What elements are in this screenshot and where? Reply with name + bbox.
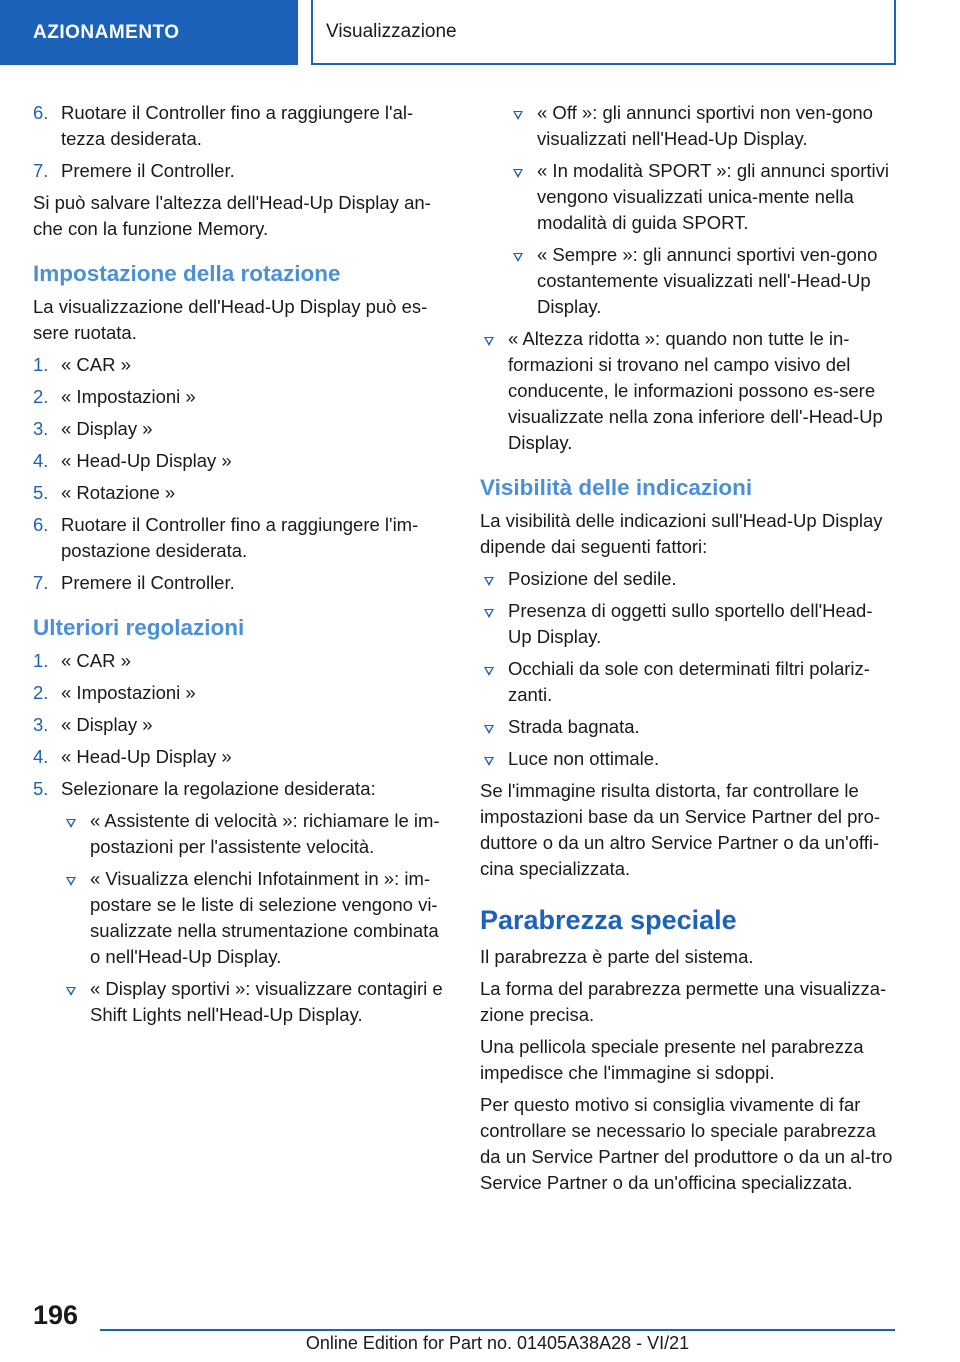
footer-edition: Online Edition for Part no. 01405A38A28 - VI/21 (305, 1333, 690, 1353)
step-number: 6. (33, 102, 49, 123)
step-text: « Head-Up Display » (61, 746, 232, 767)
windshield-paragraph: Una pellicola speciale presente nel parabrezza impedisce che l'immagine si sdoppi. (480, 1036, 864, 1083)
step-text: Ruotare il Controller fino a raggiungere l'al-tezza desiderata. (61, 102, 414, 149)
step-text: « CAR » (61, 650, 131, 671)
factor-item (480, 566, 894, 592)
section-tab[interactable] (0, 0, 298, 65)
triangle-bullet-icon (513, 253, 523, 262)
memory-paragraph: Si può salvare l'altezza dell'Head-Up Display an-che con la funzione Memory. (33, 192, 431, 239)
step-number: 7. (33, 160, 49, 181)
step-number: 3. (33, 714, 49, 735)
list-item (33, 570, 448, 596)
option-item (33, 976, 448, 1028)
windshield-paragraph: Il parabrezza è parte del sistema. (480, 946, 754, 967)
list-item (33, 384, 448, 410)
factor-item (480, 656, 894, 708)
step-text: Premere il Controller. (61, 160, 235, 181)
option-item (480, 100, 894, 152)
step-number: 2. (33, 682, 49, 703)
triangle-bullet-icon (484, 667, 494, 676)
option-item (33, 808, 448, 860)
chapter-title: Visualizzazione (326, 20, 457, 42)
list-item (33, 512, 448, 564)
step-text: Ruotare il Controller fino a raggiungere l'im-postazione desiderata. (61, 514, 419, 561)
list-item (33, 480, 448, 506)
triangle-bullet-icon (484, 757, 494, 766)
factor-text: Posizione del sedile. (508, 568, 677, 589)
factor-text: Presenza di oggetti sullo sportello dell'Head-Up Display. (508, 600, 873, 647)
list-item (33, 712, 448, 738)
factor-item (480, 746, 894, 772)
visibility-intro: La visibilità delle indicazioni sull'Head-Up Display dipende dai seguenti fattori: (480, 510, 883, 557)
windshield-heading: Parabrezza speciale (480, 905, 737, 935)
triangle-bullet-icon (484, 609, 494, 618)
left-column (33, 100, 448, 1034)
triangle-bullet-icon (513, 169, 523, 178)
list-item (33, 416, 448, 442)
step-number: 2. (33, 386, 49, 407)
list-item (33, 100, 448, 152)
factor-text: Strada bagnata. (508, 716, 640, 737)
visibility-heading: Visibilità delle indicazioni (480, 475, 753, 500)
step-number: 7. (33, 572, 49, 593)
step-text: « CAR » (61, 354, 131, 375)
step-text: « Impostazioni » (61, 386, 196, 407)
step-number: 4. (33, 746, 49, 767)
windshield-paragraph: La forma del parabrezza permette una visualizza-zione precisa. (480, 978, 887, 1025)
step-number: 1. (33, 650, 49, 671)
factor-text: Occhiali da sole con determinati filtri polariz-zanti. (508, 658, 870, 705)
page-number: 196 (33, 1300, 79, 1330)
step-text: « Head-Up Display » (61, 450, 232, 471)
triangle-bullet-icon (484, 577, 494, 586)
step-number: 5. (33, 482, 49, 503)
distortion-paragraph: Se l'immagine risulta distorta, far controllare le impostazioni base da un Service Partner del pro-duttore o da un altro Service Partner o da un'offi-cina specializzata. (480, 780, 881, 879)
right-column (480, 100, 894, 1202)
option-text: « In modalità SPORT »: gli annunci sportivi vengono visualizzati unica-mente nella modalità di guida SPORT. (537, 160, 890, 233)
rotation-intro: La visualizzazione dell'Head-Up Display può es-sere ruotata. (33, 296, 428, 343)
option-item (480, 326, 894, 456)
option-item (33, 866, 448, 970)
rotation-heading: Impostazione della rotazione (33, 261, 341, 286)
factor-item (480, 598, 894, 650)
list-item (33, 352, 448, 378)
triangle-bullet-icon (484, 337, 494, 346)
list-item (33, 648, 448, 674)
list-item (33, 744, 448, 770)
step-number: 4. (33, 450, 49, 471)
step-text: « Display » (61, 418, 153, 439)
list-item (33, 680, 448, 706)
step-text: Premere il Controller. (61, 572, 235, 593)
factor-text: Luce non ottimale. (508, 748, 660, 769)
factor-item (480, 714, 894, 740)
step-text: Selezionare la regolazione desiderata: (61, 778, 376, 799)
triangle-bullet-icon (484, 725, 494, 734)
option-text: « Sempre »: gli annunci sportivi ven-gono costantemente visualizzati nell'-Head-Up Display. (537, 244, 878, 317)
step-number: 3. (33, 418, 49, 439)
further-heading: Ulteriori regolazioni (33, 615, 245, 640)
step-number: 5. (33, 778, 49, 799)
triangle-bullet-icon (66, 819, 76, 828)
list-item (33, 448, 448, 474)
triangle-bullet-icon (66, 877, 76, 886)
step-text: « Display » (61, 714, 153, 735)
option-text: « Assistente di velocità »: richiamare le im-postazioni per l'assistente velocità. (90, 810, 440, 857)
triangle-bullet-icon (66, 987, 76, 996)
option-item (480, 242, 894, 320)
option-text: « Off »: gli annunci sportivi non ven-gono visualizzati nell'Head-Up Display. (537, 102, 873, 149)
list-item (33, 158, 448, 184)
section-title: AZIONAMENTO (33, 21, 180, 43)
triangle-bullet-icon (513, 111, 523, 120)
windshield-paragraph: Per questo motivo si consiglia vivamente di far controllare se necessario lo speciale parabrezza da un Service Partner del produttore o da un al-tro Service Partner o da un'officina specializzata. (480, 1094, 893, 1193)
step-number: 6. (33, 514, 49, 535)
option-text: « Visualizza elenchi Infotainment in »: im-postare se le liste di selezione vengono vi-sualizzate nella strumentazione combinata o nell'Head-Up Display. (90, 868, 439, 967)
chapter-header (311, 0, 896, 65)
option-item (480, 158, 894, 236)
step-text: « Impostazioni » (61, 682, 196, 703)
step-number: 1. (33, 354, 49, 375)
option-text: « Altezza ridotta »: quando non tutte le in-formazioni si trovano nel campo visivo del conducente, le informazioni possono es-sere visualizzate nella zona inferiore dell'-Head-Up Display. (508, 328, 883, 453)
option-text: « Display sportivi »: visualizzare contagiri e Shift Lights nell'Head-Up Display. (90, 978, 443, 1025)
step-text: « Rotazione » (61, 482, 176, 503)
list-item (33, 776, 448, 802)
